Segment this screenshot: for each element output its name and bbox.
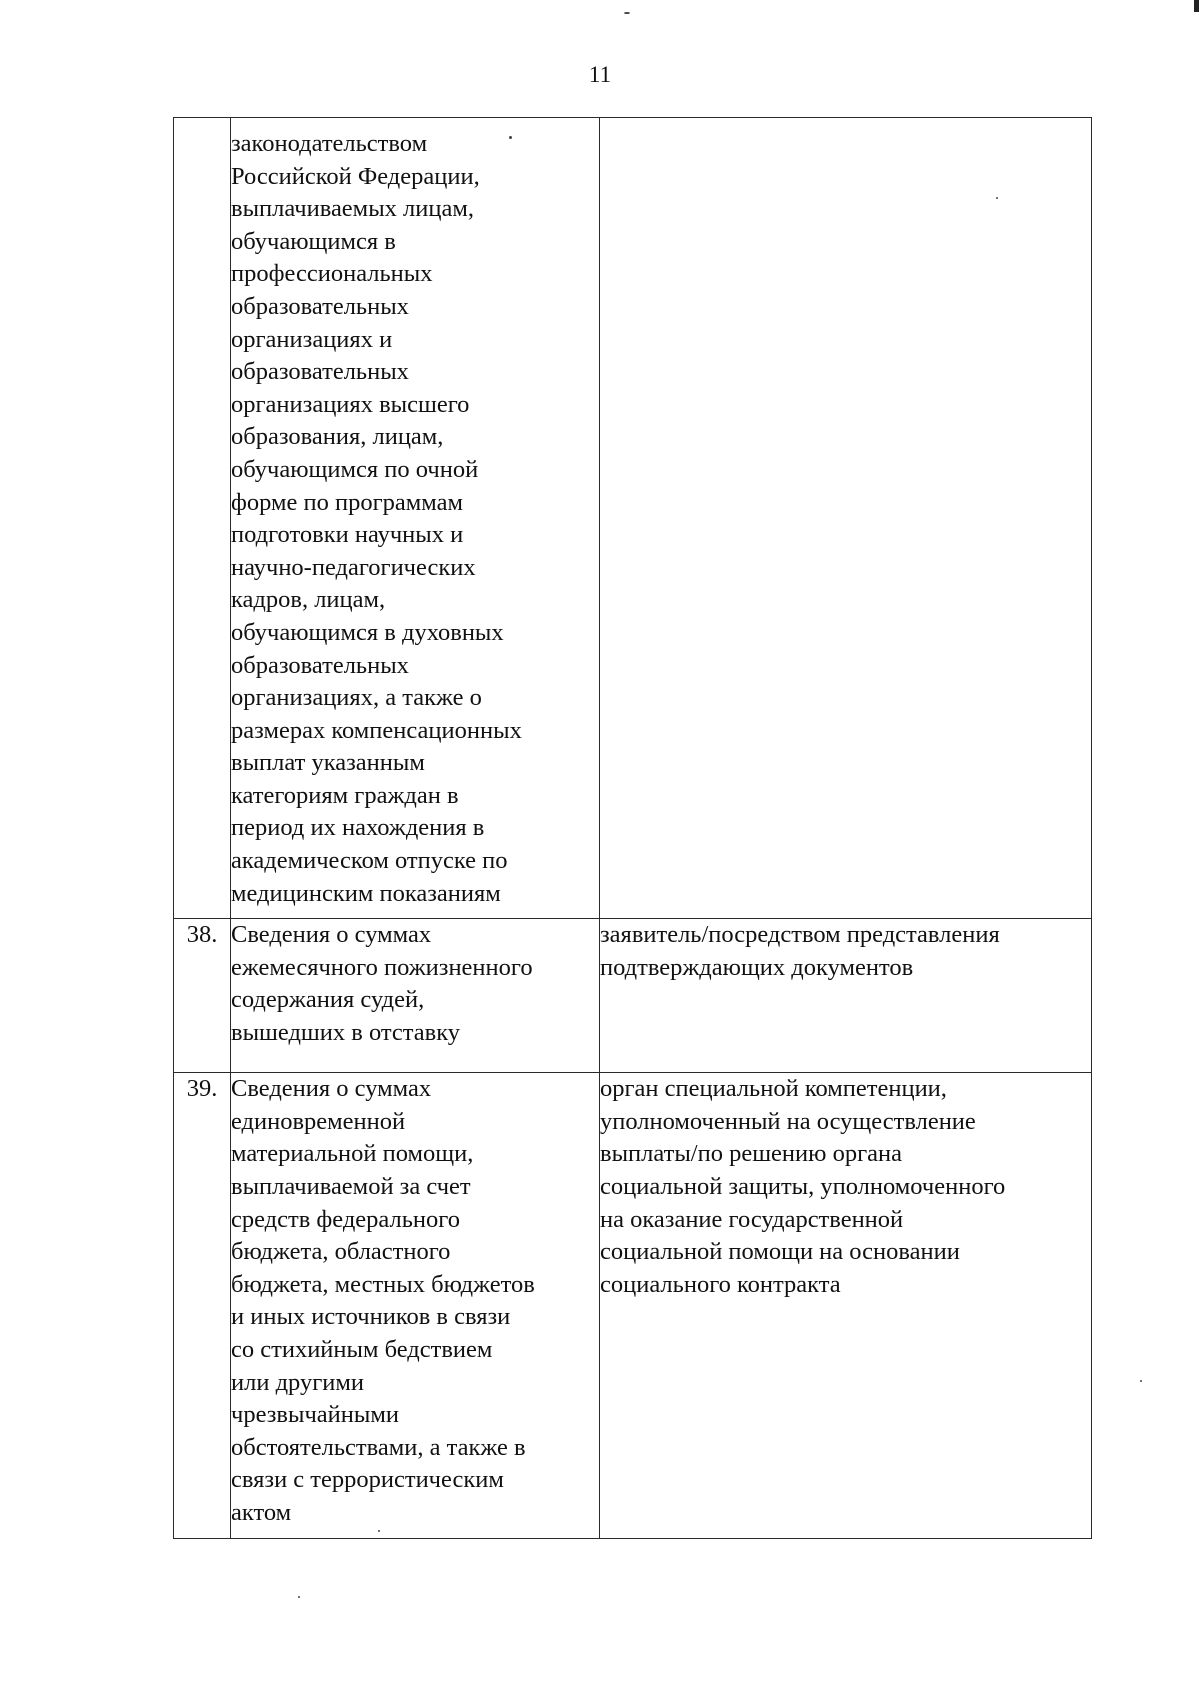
documents-table [173, 117, 1092, 1539]
source-cell [600, 919, 1092, 1073]
description-line: обучающимся по очной [231, 455, 479, 483]
description-line: обучающимся в духовных [231, 618, 504, 646]
description-line: обучающимся в [231, 227, 396, 255]
description-line: медицинским показаниям [231, 879, 501, 907]
description-line: кадров, лицам, [231, 586, 386, 614]
scan-speck [509, 136, 512, 139]
description-line: Сведения о суммах [231, 1075, 432, 1103]
description-line: вышедших в отставку [231, 1019, 461, 1047]
source-line: подтверждающих документов [600, 953, 914, 981]
description-line: размерах компенсационных [231, 716, 522, 744]
table-row [174, 919, 1092, 1073]
description-line: образования, лицам, [231, 423, 444, 451]
description-line: содержания судей, [231, 986, 425, 1014]
description-line: Сведения о суммах [231, 921, 432, 949]
row-number-cell: 38. [174, 919, 231, 1073]
description-line: выплачиваемых лицам, [231, 195, 474, 223]
table-row [174, 118, 1092, 919]
source-line: на оказание государственной [600, 1205, 904, 1233]
source-line: социальной помощи на основании [600, 1238, 960, 1266]
description-line: образовательных [231, 651, 409, 679]
description-line: форме по программам [231, 488, 463, 516]
description-line: или другими [231, 1368, 364, 1396]
description-line: ежемесячного пожизненного [231, 953, 533, 981]
description-cell [231, 1073, 600, 1538]
description-line: научно-педагогических [231, 553, 476, 581]
scan-speck [624, 12, 630, 14]
description-cell [231, 118, 600, 919]
description-line: организациях, а также о [231, 684, 482, 712]
description-line: выплачиваемой за счет [231, 1173, 471, 1201]
description-line: период их нахождения в [231, 814, 485, 842]
description-line: образовательных [231, 358, 409, 386]
source-line: выплаты/по решению органа [600, 1140, 902, 1168]
description-line: профессиональных [231, 260, 433, 288]
table-row [174, 1073, 1092, 1538]
scan-speck [996, 197, 998, 199]
description-line: чрезвычайными [231, 1401, 399, 1429]
source-line: социальной защиты, уполномоченного [600, 1173, 1006, 1201]
description-line: образовательных [231, 292, 409, 320]
description-line: со стихийным бедствием [231, 1336, 493, 1363]
source-line: орган специальной компетенции, [600, 1075, 947, 1103]
description-line: средств федерального [231, 1205, 460, 1233]
description-line: актом [231, 1498, 292, 1526]
source-cell [600, 1073, 1092, 1538]
scan-speck [1194, 0, 1199, 12]
description-line: законодательством [231, 130, 428, 157]
scan-speck [298, 1596, 300, 1598]
description-line: академическом отпуске по [231, 847, 508, 875]
description-line: организациях и [231, 325, 393, 353]
description-line: категориям граждан в [231, 781, 459, 809]
page-number: 11 [588, 62, 612, 87]
description-line: связи с террористическим [231, 1466, 504, 1494]
row-number-cell [174, 118, 231, 919]
description-line: подготовки научных и [231, 521, 464, 549]
description-line: бюджета, областного [231, 1238, 451, 1266]
description-line: единовременной [231, 1107, 406, 1135]
description-cell [231, 919, 600, 1073]
row-number-cell: 39. [174, 1073, 231, 1538]
description-line: и иных источников в связи [231, 1303, 511, 1331]
description-line: материальной помощи, [231, 1140, 474, 1168]
source-line: заявитель/посредством представления [600, 921, 1000, 949]
description-line: организациях высшего [231, 390, 470, 418]
source-cell [600, 118, 1092, 919]
scan-speck [378, 1530, 380, 1532]
source-line: уполномоченный на осуществление [600, 1107, 976, 1135]
description-line: бюджета, местных бюджетов [231, 1270, 535, 1298]
source-line: социального контракта [600, 1270, 841, 1298]
scan-speck [1140, 1380, 1142, 1382]
description-line: Российской Федерации, [231, 162, 480, 190]
description-line: выплат указанным [231, 749, 425, 777]
description-line: обстоятельствами, а также в [231, 1433, 526, 1461]
